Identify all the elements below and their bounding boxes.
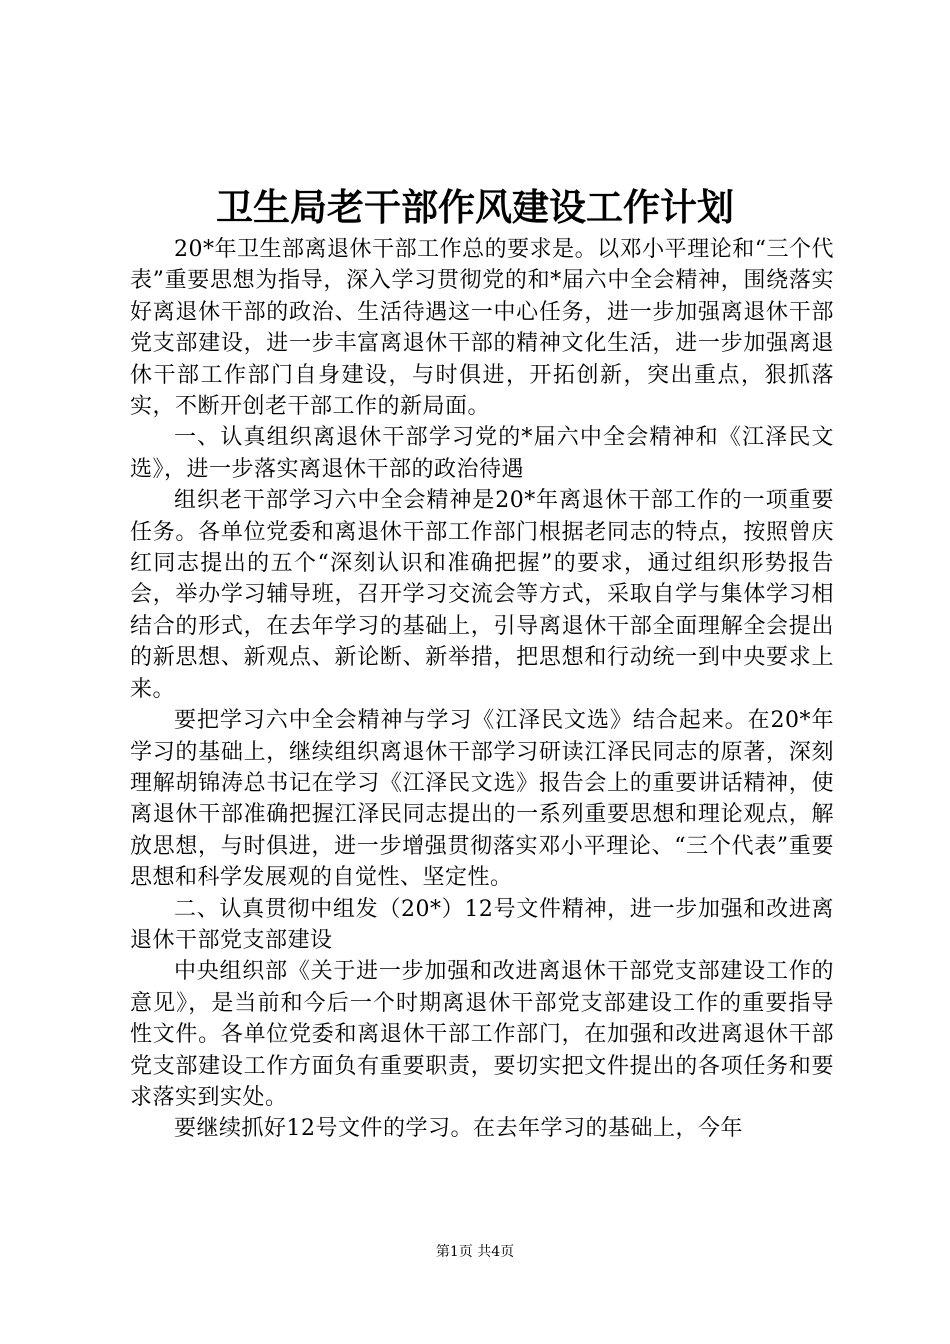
document-title: 卫生局老干部作风建设工作计划 [216,186,734,229]
section-heading-2: 二、认真贯彻中组发（20*）12号文件精神，进一步加强和改进离退休干部党支部建设 [130,896,834,953]
paragraph-intro: 20*年卫生部离退休干部工作总的要求是。以邓小平理论和“三个代表”重要思想为指导，深入学习贯彻党的和*届六中全会精神，围绕落实好离退休干部的政治、生活待遇这一中心任务，进一步加强离退休干部党支部建设，进一步丰富离退休干部的精神文化生活，进一步加强离退休干部工作部门自身建设，与时俱进，开拓创新，突出重点，狠抓落实，不断开创老干部工作的新局面。 [130,237,834,420]
paragraph-section-1a: 组织老干部学习六中全会精神是20*年离退休干部工作的一项重要任务。各单位党委和离退休干部工作部门根据老同志的特点，按照曾庆红同志提出的五个“深刻认识和准确把握”的要求，通过组织形势报告会，举办学习辅导班，召开学习交流会等方式，采取自学与集体学习相结合的形式，在去年学习的基础上，引导离退休干部全面理解全会提出的新思想、新观点、新论断、新举措，把思想和行动统一到中央要求上来。 [130,488,834,702]
paragraph-section-1b: 要把学习六中全会精神与学习《江泽民文选》结合起来。在20*年学习的基础上，继续组织离退休干部学习研读江泽民同志的原著，深刻理解胡锦涛总书记在学习《江泽民文选》报告会上的重要讲话精神，使离退休干部准确把握江泽民同志提出的一系列重要思想和理论观点，解放思想，与时俱进，进一步增强贯彻落实邓小平理论、“三个代表”重要思想和科学发展观的自觉性、坚定性。 [130,708,834,891]
document-body [130,234,834,1145]
paragraph-section-2a: 中央组织部《关于进一步加强和改进离退休干部党支部建设工作的意见》，是当前和今后一个时期离退休干部党支部建设工作的重要指导性文件。各单位党委和离退休干部工作部门，在加强和改进离退休干部党支部建设工作方面负有重要职责，要切实把文件提出的各项任务和要求落实到实处。 [130,959,834,1110]
section-heading-1: 一、认真组织离退休干部学习党的*届六中全会精神和《江泽民文选》，进一步落实离退休干部的政治待遇 [130,425,834,482]
page-number-footer: 第1页 共4页 [435,1244,515,1260]
paragraph-section-2b: 要继续抓好12号文件的学习。在去年学习的基础上，今年 [174,1116,743,1142]
